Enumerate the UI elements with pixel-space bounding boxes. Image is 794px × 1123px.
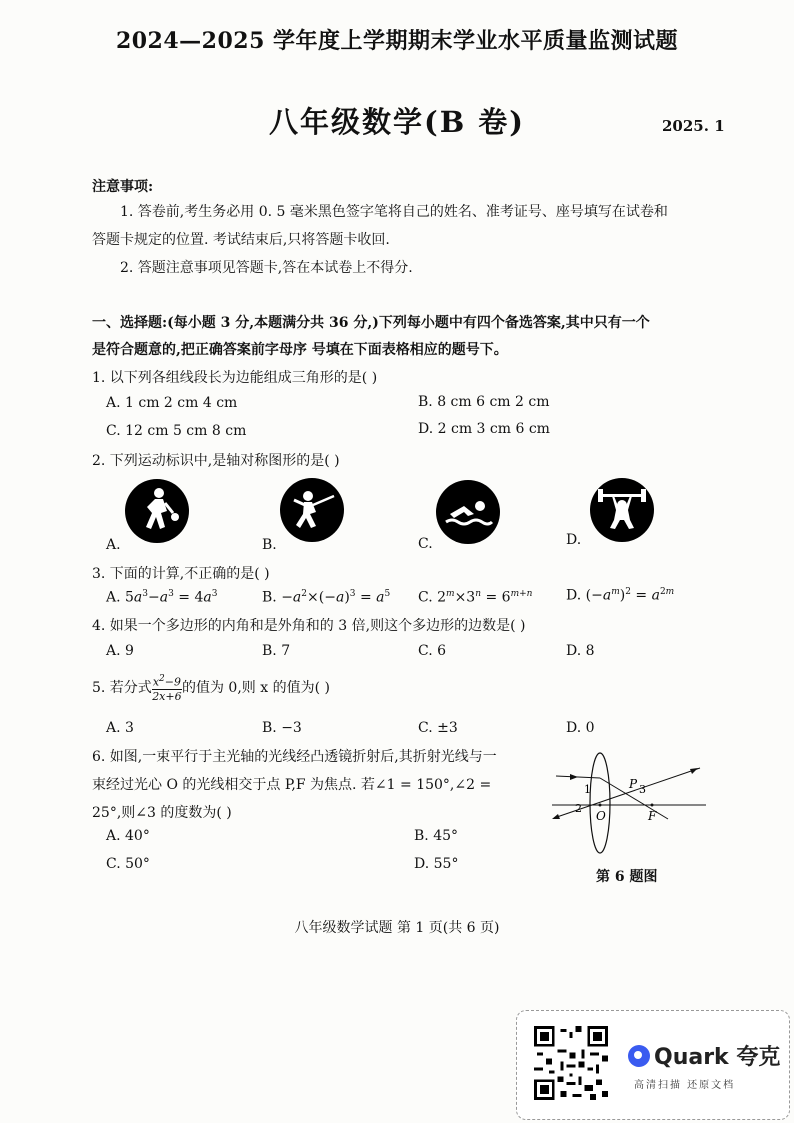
point-o-label: O	[596, 809, 606, 823]
quark-logo	[628, 1040, 780, 1071]
q6-option-b: B. 45°	[414, 828, 459, 844]
point-f-label: F	[648, 809, 657, 823]
q5-option-b: B. −3	[262, 720, 302, 736]
q4-option-d: D. 8	[566, 643, 595, 659]
figure-caption: 第 6 题图	[596, 869, 658, 885]
lens-figure	[548, 748, 708, 858]
q5-fraction: $\frac{x^2-9}{2x+6}$	[152, 674, 182, 703]
notice-item-2: 2. 答题注意事项见答题卡,答在本试卷上不得分.	[120, 260, 413, 276]
q3-option-a: A. $5a^3-a^3 = 4a^3$	[106, 589, 218, 606]
swimming-icon	[436, 480, 500, 544]
quark-brand-icon	[628, 1045, 650, 1067]
q5-option-c: C. ±3	[418, 720, 458, 736]
q4-option-c: C. 6	[418, 643, 447, 659]
exam-date: 2025. 1	[662, 117, 725, 135]
notice-heading: 注意事项:	[92, 179, 154, 195]
exam-title: 2024—2025 学年度上学期期末学业水平质量监测试题	[115, 28, 679, 54]
q1-option-d: D. 2 cm 3 cm 6 cm	[418, 421, 550, 437]
page-footer: 八年级数学试题 第 1 页(共 6 页)	[294, 920, 500, 936]
q3-option-d: D. $(-a^m)^2 = a^{2m}$	[566, 587, 675, 604]
q6-option-a: A. 40°	[106, 828, 150, 844]
fencing-icon	[280, 478, 344, 542]
basketball-player-icon	[125, 479, 189, 543]
angle-3-label: 3	[639, 783, 646, 796]
point-p-label: P	[629, 777, 638, 791]
q2-option-d: D.	[566, 532, 582, 548]
q2-option-a: A.	[106, 537, 121, 553]
notice-item-1-cont: 答题卡规定的位置. 考试结束后,只将答题卡收回.	[92, 232, 390, 248]
weightlifting-icon	[590, 478, 654, 542]
q5-option-d: D. 0	[566, 720, 595, 736]
q3-option-b: B. $-a^2\times(-a)^3 = a^5$	[262, 589, 391, 606]
q5-option-a: A. 3	[106, 720, 134, 736]
q2-option-b: B.	[262, 537, 277, 553]
question-6-line-3: 25°,则∠3 的度数为( )	[92, 805, 232, 821]
section-heading-cont: 是符合题意的,把正确答案前字母序 号填在下面表格相应的题号下。	[92, 342, 508, 358]
question-3: 3. 下面的计算,不正确的是( )	[92, 566, 270, 582]
q6-option-c: C. 50°	[106, 856, 150, 872]
q1-option-b: B. 8 cm 6 cm 2 cm	[418, 394, 550, 410]
q2-option-c: C.	[418, 536, 433, 552]
quark-slogan: 高清扫描 还原文档	[634, 1080, 736, 1091]
question-5	[92, 673, 330, 703]
q1-option-a: A. 1 cm 2 cm 4 cm	[106, 395, 238, 411]
notice-item-1: 1. 答卷前,考生务必用 0. 5 毫米黑色签字笔将自己的姓名、准考证号、座号填写在试卷和	[120, 204, 668, 220]
q4-option-a: A. 9	[106, 643, 134, 659]
question-2: 2. 下列运动标识中,是轴对称图形的是( )	[92, 453, 340, 469]
angle-2-label: 2	[575, 802, 582, 815]
question-6-line-2: 束经过光心 O 的光线相交于点 P,F 为焦点. 若∠1 = 150°,∠2 =	[92, 777, 492, 793]
q6-option-d: D. 55°	[414, 856, 459, 872]
section-heading: 一、选择题:(每小题 3 分,本题满分共 36 分,)下列每小题中有四个备选答案,其中只有一个	[92, 315, 650, 331]
quark-brand-text: Quark 夸克	[654, 1045, 781, 1070]
question-1: 1. 以下列各组线段长为边能组成三角形的是( )	[92, 370, 378, 386]
q4-option-b: B. 7	[262, 643, 291, 659]
angle-1-label: 1	[584, 783, 591, 796]
q3-option-c: C. $2^m\times 3^n = 6^{m+n}$	[418, 589, 533, 606]
qr-code-icon	[534, 1026, 608, 1100]
question-4: 4. 如果一个多边形的内角和是外角和的 3 倍,则这个多边形的边数是( )	[92, 618, 526, 634]
q5-stem-suffix: 的值为 0,则 x 的值为( )	[181, 679, 330, 696]
question-6: 6. 如图,一束平行于主光轴的光线经凸透镜折射后,其折射光线与一	[92, 749, 497, 765]
q5-stem-prefix: 5. 若分式	[92, 679, 152, 696]
subject-title: 八年级数学(B 卷)	[268, 105, 526, 139]
q1-option-c: C. 12 cm 5 cm 8 cm	[106, 423, 247, 439]
